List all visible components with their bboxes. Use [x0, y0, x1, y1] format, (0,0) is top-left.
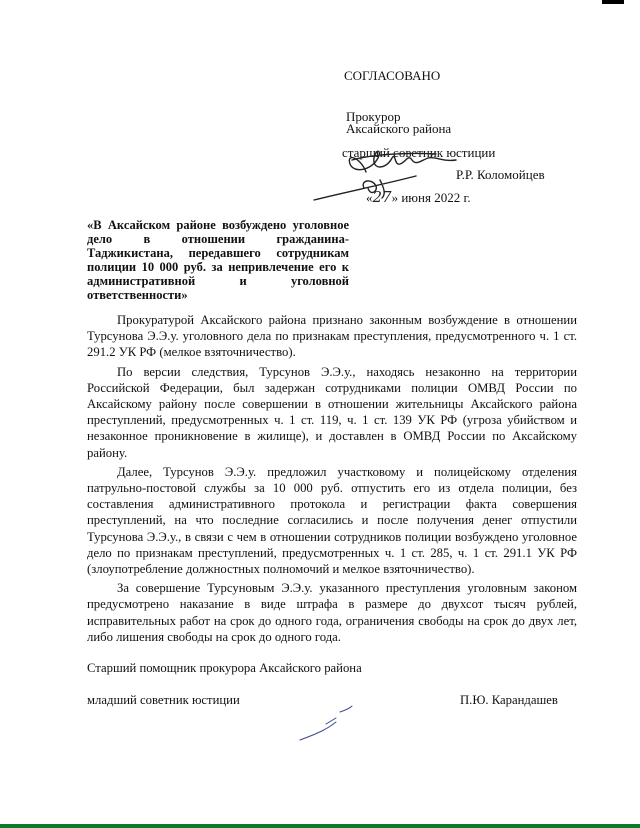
paragraph: По версии следствия, Турсунов Э.Э.у., находясь незаконно на территории Российской Федерации, был задержан сотрудниками полиции ОМВД России по Аксайскому району после совершении в отношении жительницы Аксайского района преступлений, предусмотренных ч. 1 ст. 119, ч. 1 ст. 139 УК РФ (угроза убийством и незаконное проникновение в жилище), и доставлен в ОМВД России по Аксайскому району. [87, 364, 577, 460]
paragraph: Далее, Турсунов Э.Э.у. предложил участковому и полицейскому отделения патрульно-постовой службы за 10 000 руб. отпустить его из отдела полиции, без составления административного протокола и регистрации факта совершения преступлений, на что последние согласились и после получения денег отпустили Турсунова Э.Э.у., в связи с чем в отношении сотрудников полиции возбуждено уголовное дело по признакам преступлений, предусмотренных ч. 1 ст. 285, ч. 1 ст. 291.1 УК РФ (злоупотребление должностных полномочий и мелкое взяточничество). [87, 464, 577, 577]
footer-position: Старший помощник прокурора Аксайского района [87, 661, 362, 675]
scan-bottom-mark [0, 824, 640, 828]
scan-corner-mark [602, 0, 624, 4]
approval-date-suffix: » июня 2022 г. [391, 190, 471, 205]
assistant-signature [296, 704, 360, 744]
footer-rank: младший советник юстиции [87, 693, 240, 707]
news-heading: «В Аксайском районе возбуждено уголовное дело в отношении гражданина-Таджикистана, передавшего сотрудникам полиции 10 000 руб. за непривлечение его к административной и уголовной ответственности» [87, 218, 349, 302]
approval-title-line2: Аксайского района [346, 121, 452, 136]
body-text [87, 312, 577, 648]
approval-name: Р.Р. Коломойцев [456, 167, 545, 182]
footer-name: П.Ю. Карандашев [460, 693, 558, 707]
approval-stamp: СОГЛАСОВАНО [344, 68, 441, 83]
approval-date-day: 27 [372, 188, 392, 206]
paragraph: Прокуратурой Аксайского района признано законным возбуждение в отношении Турсунова Э.Э.у. уголовного дела по признакам преступления, предусмотренного ч. 1 ст. 291.2 УК РФ (мелкое взяточничество). [87, 313, 577, 360]
approval-date-prefix: « [366, 190, 373, 205]
prosecutor-signature [306, 130, 476, 210]
paragraph: За совершение Турсуновым Э.Э.у. указанного преступления уголовным законом предусмотрено наказание в виде штрафа в размере до двухсот тысяч рублей, исправительных работ на срок до одного года, ограничения свободы на срок до двух лет, либо лишения свободы на срок до одного года. [87, 581, 577, 644]
approval-title-line1: Прокурор [346, 109, 401, 124]
approval-title-line3: старший советник юстиции [342, 145, 496, 160]
